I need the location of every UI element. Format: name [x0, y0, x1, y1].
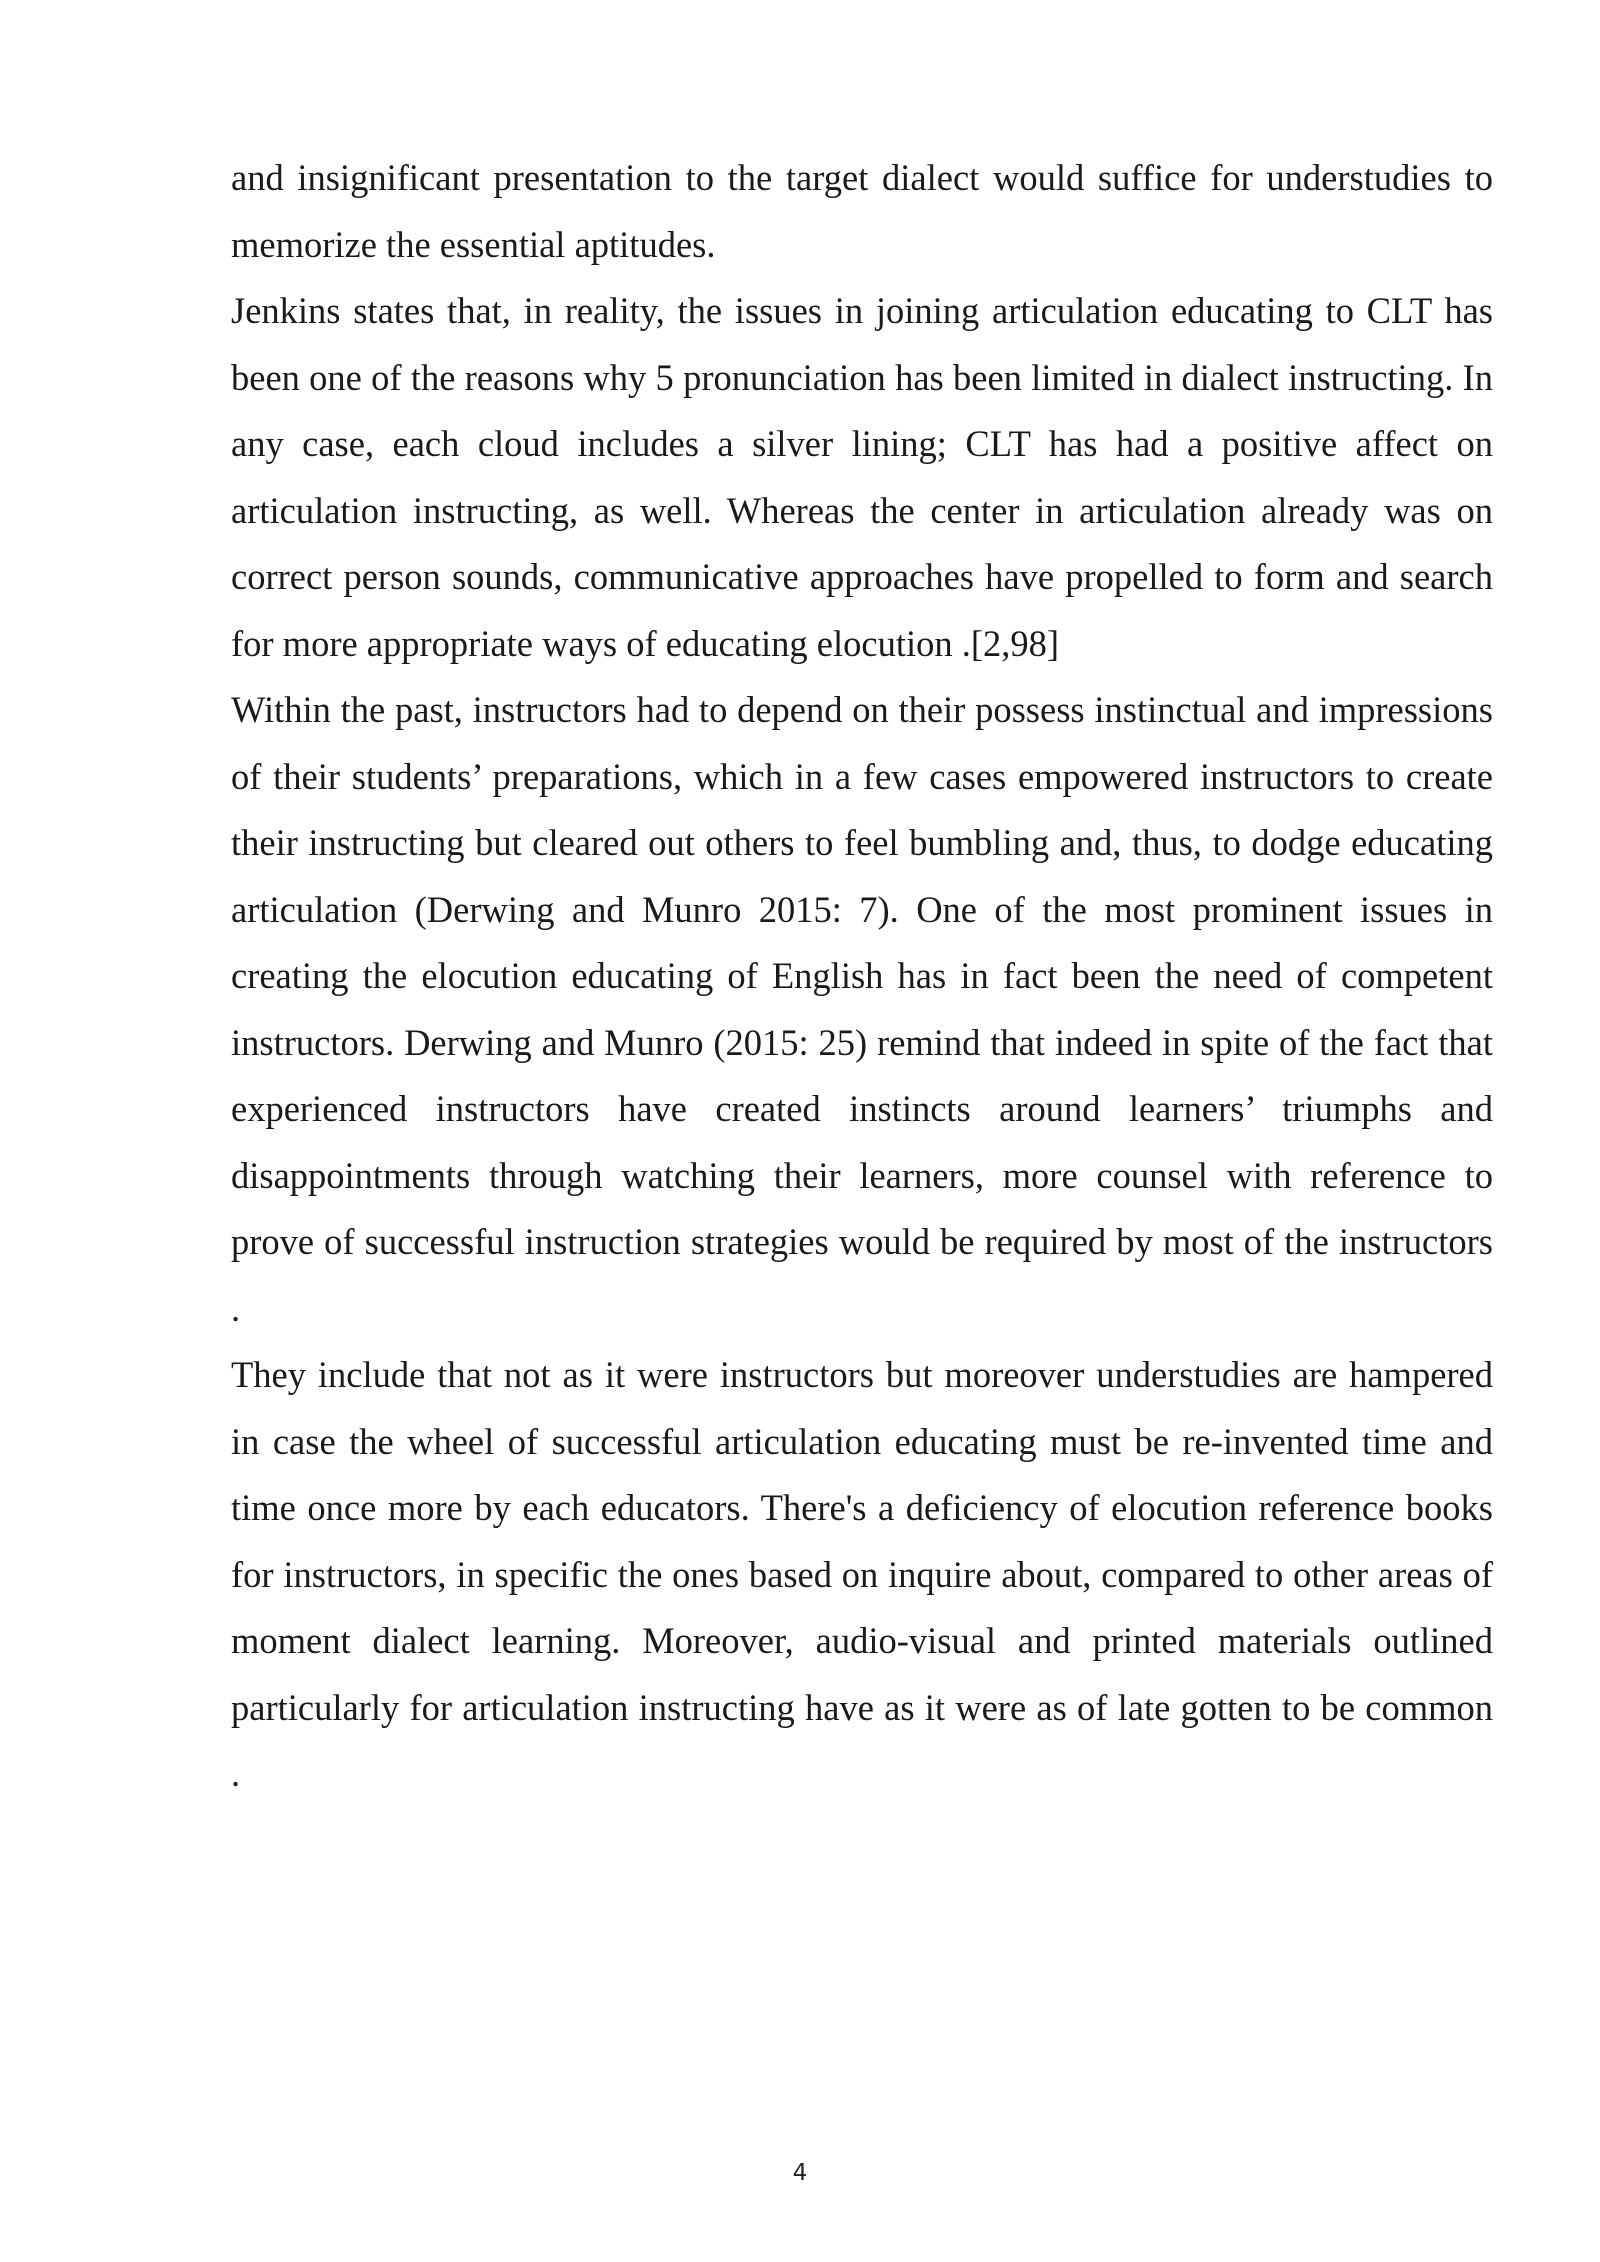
paragraph-within-the-past: Within the past, instructors had to depend on their possess instinctual and impressions of their students’ preparations, which in a few cases empowered instructors to create their instructing but cleared out others to feel bumbling and, thus, to dodge educating articulation (Derwing and Munro 2015: 7). One of the most prominent issues in creating the elocution educating of English has in fact been the need of competent instructors. Derwing and Munro (2015: 25) remind that indeed in spite of the fact that experienced instructors have created instincts around learners’ triumphs and disappointments through watching their learners, more counsel with reference to prove of successful instruction strategies would be required by most of the instructors .: [231, 689, 1493, 1329]
body-text: [231, 145, 1493, 1808]
paragraph-they-include: They include that not as it were instructors but moreover understudies are hampered in case the wheel of successful articulation educating must be re-invented time and time once more by each educators. There's a deficiency of elocution reference books for instructors, in specific the ones based on inquire about, compared to other areas of moment dialect learning. Moreover, audio-visual and printed materials outlined particularly for articulation instructing have as it were as of late gotten to be common .: [231, 1354, 1493, 1794]
paragraph-jenkins: Jenkins states that, in reality, the issues in joining articulation educating to CLT has been one of the reasons why 5 pronunciation has been limited in dialect instructing. In any case, each cloud includes a silver lining; CLT has had a positive affect on articulation instructing, as well. Whereas the center in articulation already was on correct person sounds, communicative approaches have propelled to form and search for more appropriate ways of educating elocution .[2,98]: [231, 290, 1493, 664]
page-number: 4: [792, 2160, 808, 2186]
paragraph-continuation: and insignificant presentation to the target dialect would suffice for understudies to memorize the essential aptitudes.: [231, 157, 1493, 265]
